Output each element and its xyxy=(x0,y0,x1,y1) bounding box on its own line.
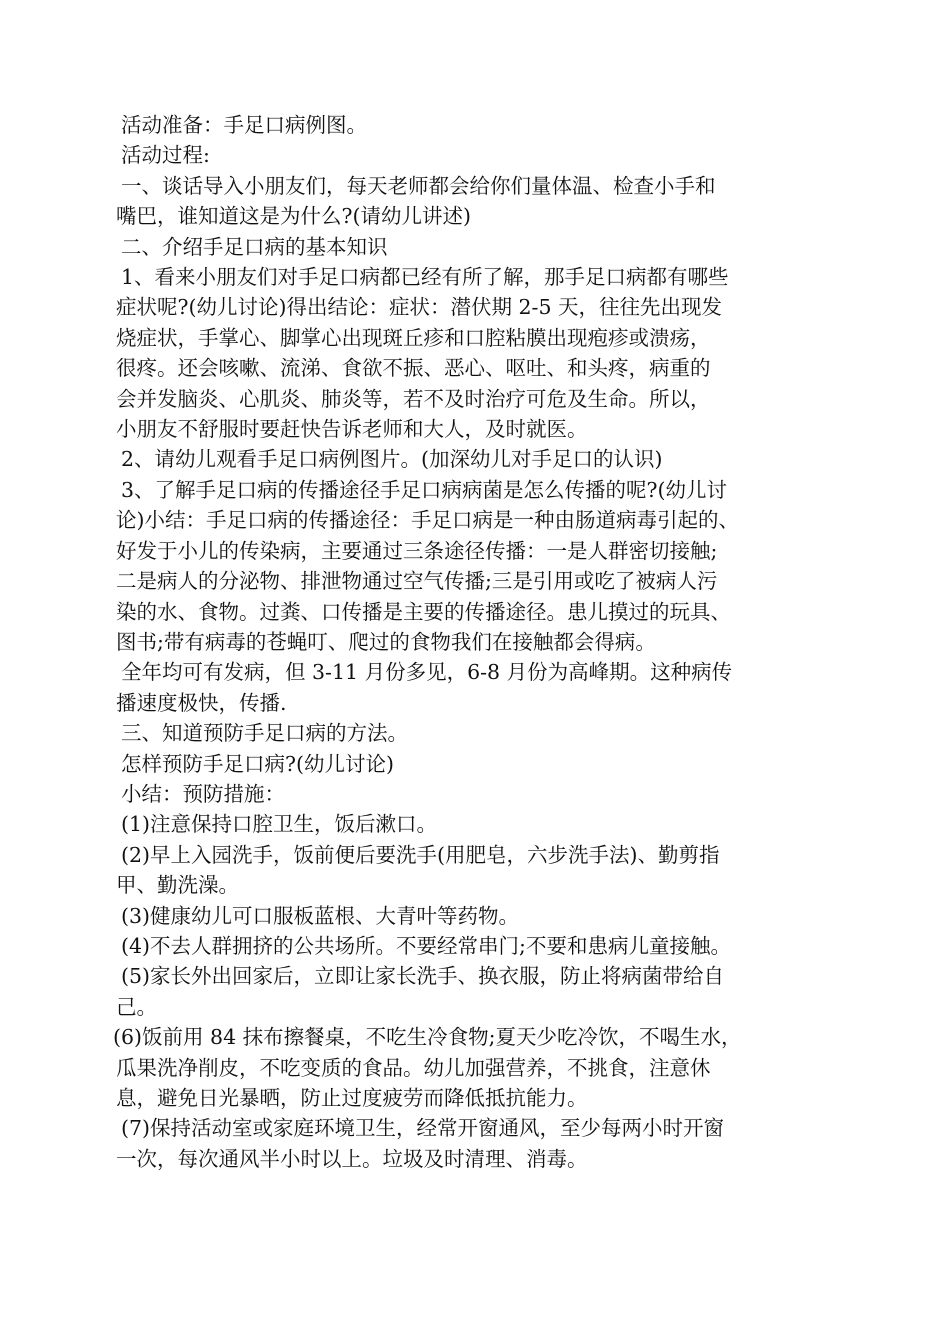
text-line: 1、看来小朋友们对手足口病都已经有所了解，那手足口病都有哪些 xyxy=(121,265,729,290)
text-line: (5)家长外出回家后，立即让家长洗手、换衣服，防止将病菌带给自 xyxy=(121,964,725,989)
text-line: 活动过程: xyxy=(121,143,210,168)
text-line: 甲、勤洗澡。 xyxy=(116,873,239,898)
text-line: 全年均可有发病，但 3-11 月份多见，6-8 月份为高峰期。这种病传 xyxy=(121,660,733,685)
text-line: 图书;带有病毒的苍蝇叮、爬过的食物我们在接触都会得病。 xyxy=(116,629,656,654)
text-line: 二是病人的分泌物、排泄物通过空气传播;三是引用或吃了被病人污 xyxy=(116,569,718,594)
text-line: 论)小结：手足口病的传播途径：手足口病是一种由肠道病毒引起的、 xyxy=(116,508,739,533)
text-line: (4)不去人群拥挤的公共场所。不要经常串门;不要和患病儿童接触。 xyxy=(121,933,731,958)
text-line: 己。 xyxy=(116,994,157,1019)
text-line: (1)注意保持口腔卫生，饭后漱口。 xyxy=(121,812,438,837)
text-line: 二、介绍手足口病的基本知识 xyxy=(121,234,388,259)
text-line: 小结：预防措施： xyxy=(121,781,285,806)
text-line: 小朋友不舒服时要赶快告诉老师和大人，及时就医。 xyxy=(116,417,588,442)
text-line: 染的水、食物。过粪、口传播是主要的传播途径。患儿摸过的玩具、 xyxy=(116,599,731,624)
text-line: (6)饭前用 84 抹布擦餐桌，不吃生冷食物;夏天少吃冷饮，不喝生水， xyxy=(113,1025,742,1050)
text-line: 2、请幼儿观看手足口病例图片。(加深幼儿对手足口的认识) xyxy=(121,447,663,472)
text-line: 一次，每次通风半小时以上。垃圾及时清理、消毒。 xyxy=(116,1146,588,1171)
text-line: 一、谈话导入小朋友们，每天老师都会给你们量体温、检查小手和 xyxy=(121,173,716,198)
text-line: 好发于小儿的传染病，主要通过三条途径传播：一是人群密切接触; xyxy=(116,538,718,563)
text-line: 瓜果洗净削皮，不吃变质的食品。幼儿加强营养，不挑食，注意休 xyxy=(116,1055,711,1080)
text-line: 怎样预防手足口病?(幼儿讨论) xyxy=(121,751,394,776)
text-line: 三、知道预防手足口病的方法。 xyxy=(121,721,408,746)
text-line: 会并发脑炎、心肌炎、肺炎等，若不及时治疗可危及生命。所以， xyxy=(116,386,711,411)
text-line: 播速度极快，传播. xyxy=(116,690,287,715)
text-line: (2)早上入园洗手，饭前便后要洗手(用肥皂，六步洗手法)、勤剪指 xyxy=(121,842,720,867)
text-line: (3)健康幼儿可口服板蓝根、大青叶等药物。 xyxy=(121,903,520,928)
text-line: 烧症状，手掌心、脚掌心出现斑丘疹和口腔粘膜出现疱疹或溃疡， xyxy=(116,325,711,350)
document-page xyxy=(113,110,856,1174)
text-line: 活动准备：手足口病例图。 xyxy=(121,113,367,137)
text-line: 嘴巴，谁知道这是为什么?(请幼儿讲述) xyxy=(116,204,471,229)
text-line: 很疼。还会咳嗽、流涕、食欲不振、恶心、呕吐、和头疼，病重的 xyxy=(116,356,711,381)
text-line: (7)保持活动室或家庭环境卫生，经常开窗通风，至少每两小时开窗 xyxy=(121,1116,725,1141)
text-line: 症状呢?(幼儿讨论)得出结论：症状：潜伏期 2-5 天，往往先出现发 xyxy=(116,295,723,320)
text-line: 3、了解手足口病的传播途径手足口病病菌是怎么传播的呢?(幼儿讨 xyxy=(121,477,728,502)
text-line: 息，避免日光暴晒，防止过度疲劳而降低抵抗能力。 xyxy=(116,1086,588,1110)
